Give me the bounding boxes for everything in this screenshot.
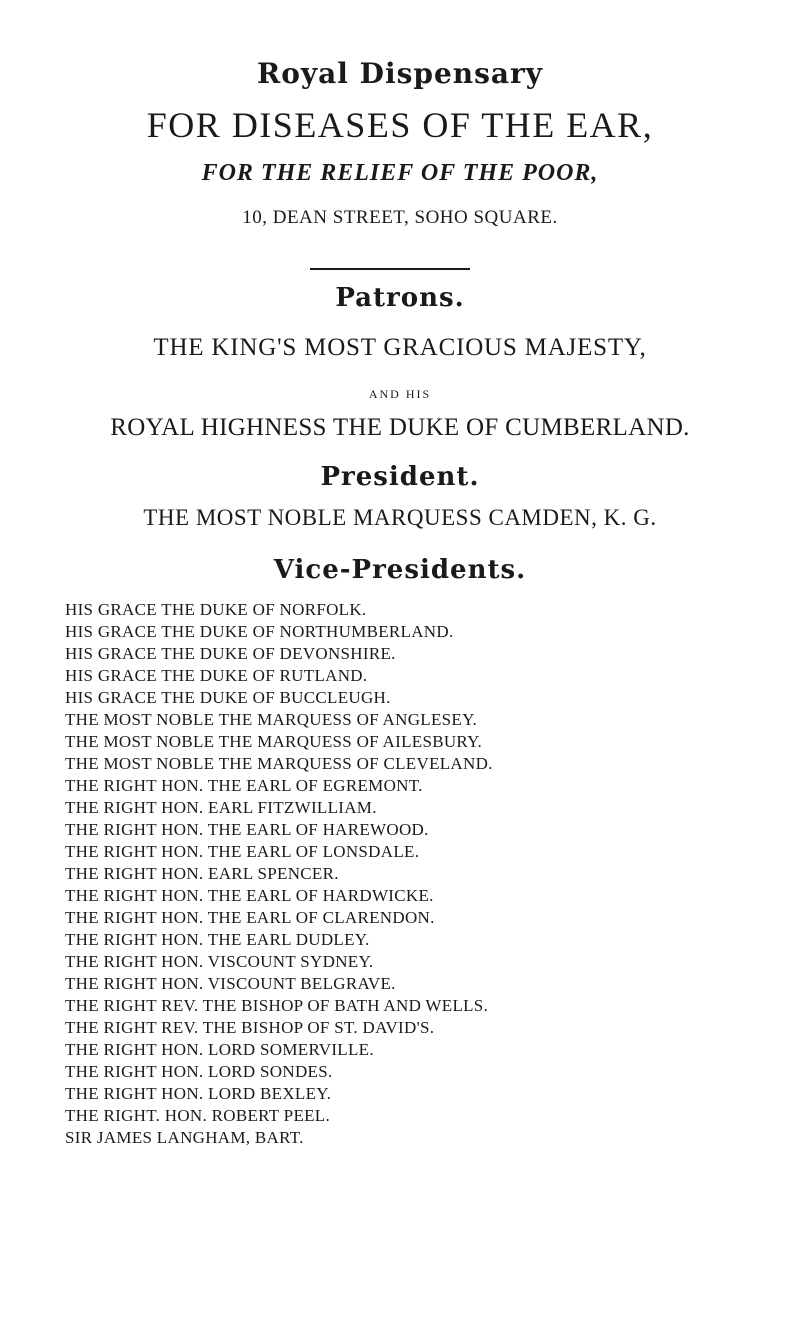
list-item: THE RIGHT HON. LORD SONDES. xyxy=(65,1062,333,1081)
list-item: HIS GRACE THE DUKE OF RUTLAND. xyxy=(65,666,368,685)
president-name: THE MOST NOBLE MARQUESS CAMDEN, K. G. xyxy=(143,505,657,530)
vice-presidents-list xyxy=(65,599,765,1149)
list-item: HIS GRACE THE DUKE OF DEVONSHIRE. xyxy=(65,644,396,663)
list-item: THE RIGHT REV. THE BISHOP OF BATH AND WELLS. xyxy=(65,996,489,1015)
list-item: THE MOST NOBLE THE MARQUESS OF AILESBURY. xyxy=(65,732,483,751)
patron-duke: ROYAL HIGHNESS THE DUKE OF CUMBERLAND. xyxy=(110,414,690,441)
list-item: THE RIGHT HON. THE EARL OF LONSDALE. xyxy=(65,842,420,861)
document-title: Royal Dispensary xyxy=(256,57,544,90)
list-item: HIS GRACE THE DUKE OF NORTHUMBERLAND. xyxy=(65,622,454,641)
vice-presidents-heading: Vice-Presidents. xyxy=(273,555,527,585)
patron-connector: AND HIS xyxy=(368,387,432,401)
list-item: SIR JAMES LANGHAM, BART. xyxy=(65,1128,304,1147)
list-item: THE RIGHT HON. THE EARL OF CLARENDON. xyxy=(65,908,435,927)
list-item: THE RIGHT HON. VISCOUNT SYDNEY. xyxy=(65,952,374,971)
divider xyxy=(310,268,470,270)
main-heading: FOR DISEASES OF THE EAR, xyxy=(146,105,654,145)
list-item: THE RIGHT HON. THE EARL OF EGREMONT. xyxy=(65,776,423,795)
address: 10, DEAN STREET, SOHO SQUARE. xyxy=(242,207,558,228)
list-item: THE RIGHT HON. EARL SPENCER. xyxy=(65,864,339,883)
patron-king: THE KING'S MOST GRACIOUS MAJESTY, xyxy=(153,334,647,361)
list-item: THE RIGHT HON. EARL FITZWILLIAM. xyxy=(65,798,377,817)
list-item: THE RIGHT HON. LORD BEXLEY. xyxy=(65,1084,332,1103)
list-item: HIS GRACE THE DUKE OF BUCCLEUGH. xyxy=(65,688,391,707)
list-item: THE RIGHT HON. VISCOUNT BELGRAVE. xyxy=(65,974,396,993)
list-item: THE MOST NOBLE THE MARQUESS OF CLEVELAND. xyxy=(65,754,493,773)
president-heading: President. xyxy=(320,462,480,492)
list-item: HIS GRACE THE DUKE OF NORFOLK. xyxy=(65,600,367,619)
list-item: THE RIGHT HON. THE EARL OF HAREWOOD. xyxy=(65,820,429,839)
list-item: THE RIGHT REV. THE BISHOP OF ST. DAVID'S. xyxy=(65,1018,435,1037)
list-item: THE RIGHT HON. THE EARL DUDLEY. xyxy=(65,930,370,949)
list-item: THE RIGHT HON. THE EARL OF HARDWICKE. xyxy=(65,886,434,905)
list-item: THE RIGHT. HON. ROBERT PEEL. xyxy=(65,1106,331,1125)
patrons-heading: Patrons. xyxy=(335,283,465,313)
list-item: THE RIGHT HON. LORD SOMERVILLE. xyxy=(65,1040,374,1059)
list-item: THE MOST NOBLE THE MARQUESS OF ANGLESEY. xyxy=(65,710,478,729)
subheading: FOR THE RELIEF OF THE POOR, xyxy=(201,160,599,186)
